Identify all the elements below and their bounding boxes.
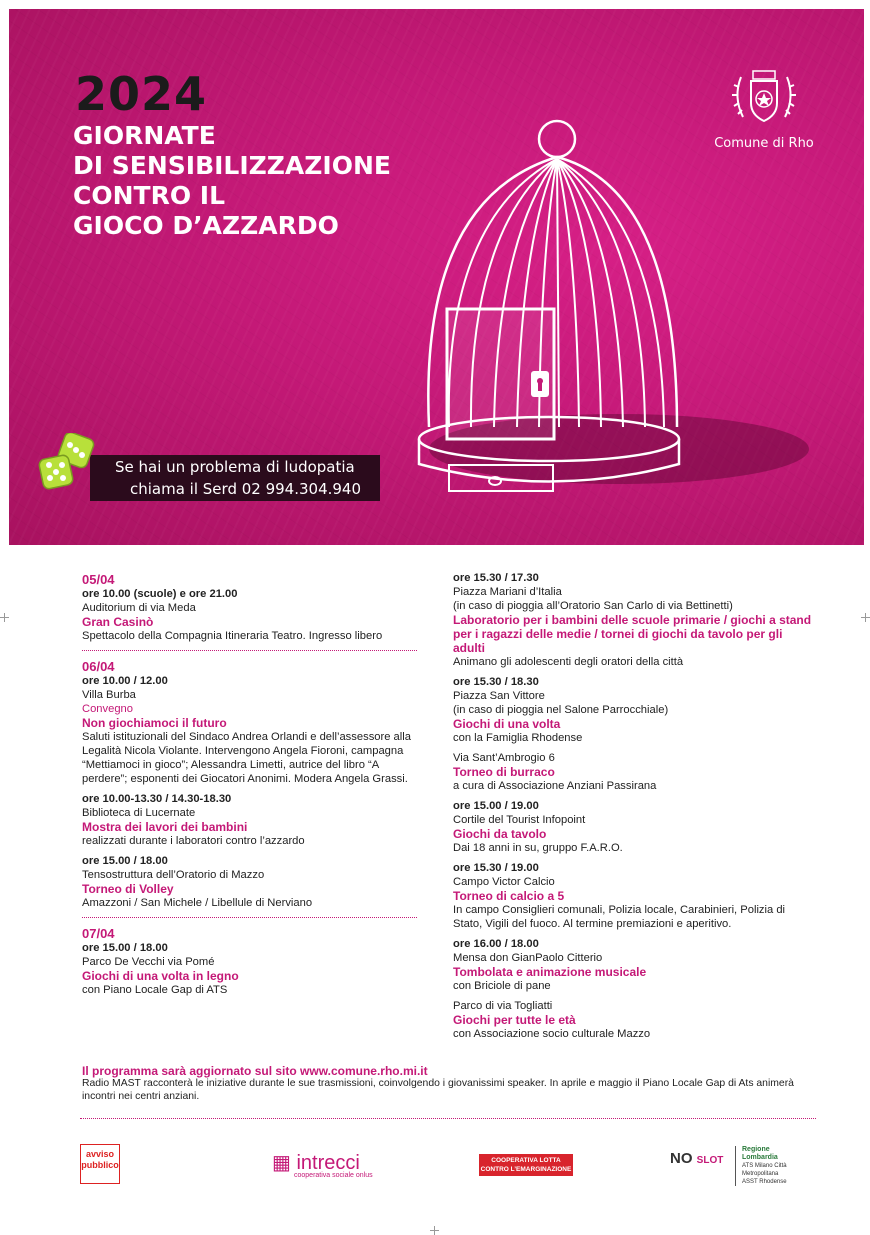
event-desc: Dai 18 anni in su, gruppo F.A.R.O. — [453, 842, 623, 854]
separator — [82, 650, 417, 651]
event-desc: realizzati durante i laboratori contro l’azzardo — [82, 835, 305, 847]
event-desc: con la Famiglia Rhodense — [453, 732, 583, 744]
separator — [82, 917, 417, 918]
event-desc: Amazzoni / San Michele / Libellule di Nerviano — [82, 897, 313, 909]
event — [453, 999, 813, 1041]
event-time: ore 15.30 / 19.00 — [453, 862, 539, 874]
help-line-1: Se hai un problema di ludopatia — [115, 458, 355, 476]
crop-mark-left — [0, 613, 9, 622]
event-title: Gran Casinò — [82, 615, 154, 629]
headline — [73, 121, 391, 241]
event-desc: In campo Consiglieri comunali, Polizia locale, Carabinieri, Polizia di Stato, Vigili del fuoco. Al termine premiazioni e aperitivo. — [453, 904, 786, 930]
asst-name: ASST Rhodense — [742, 1179, 787, 1185]
regione-name: Regione Lombardia — [742, 1146, 778, 1161]
footer-website-note: Il programma sarà aggiornato sul sito www.comune.rho.mi.it — [82, 1064, 428, 1078]
event-place: Via Sant’Ambrogio 6 — [453, 752, 555, 764]
event — [453, 571, 813, 669]
hero-banner — [9, 9, 864, 545]
footer-separator — [80, 1118, 816, 1119]
intrecci-subtitle: cooperativa sociale onlus — [294, 1172, 373, 1179]
event-title: Tombolata e animazione musicale — [453, 965, 647, 979]
event-title: Mostra dei lavori dei bambini — [82, 820, 248, 834]
event — [453, 751, 813, 793]
event-time: ore 15.00 / 18.00 — [82, 942, 168, 954]
cooperativa-lotta-logo — [479, 1154, 573, 1176]
noslot-slot: SLOT — [696, 1155, 724, 1166]
event-title: Giochi da tavolo — [453, 827, 547, 841]
intrecci-name: intrecci — [296, 1152, 360, 1174]
help-line-2: chiama il Serd 02 994.304.940 — [130, 480, 362, 498]
program-right-column — [453, 571, 813, 1047]
event — [453, 937, 813, 993]
event-title: Torneo di burraco — [453, 765, 555, 779]
event — [82, 854, 422, 910]
event — [453, 861, 813, 931]
event — [82, 674, 422, 786]
headline-line: GIORNATE — [73, 121, 216, 150]
dice-icon — [35, 433, 105, 503]
event — [82, 941, 422, 997]
event-place: Piazza San Vittore — [453, 690, 545, 702]
event-title: Giochi di una volta — [453, 717, 561, 731]
lotta-line-1: COOPERATIVA LOTTA — [491, 1157, 561, 1164]
event-desc: con Briciole di pane — [453, 980, 551, 992]
regione-lombardia-logo — [735, 1146, 802, 1186]
event-place: Mensa don GianPaolo Citterio — [453, 952, 603, 964]
event — [453, 675, 813, 745]
event-time: ore 16.00 / 18.00 — [453, 938, 539, 950]
event — [82, 792, 422, 848]
event-time: ore 10.00-13.30 / 14.30-18.30 — [82, 793, 232, 805]
sponsor-logos — [0, 1140, 870, 1190]
event-title: Torneo di calcio a 5 — [453, 889, 565, 903]
date-heading: 07/04 — [82, 926, 115, 941]
date-heading: 05/04 — [82, 572, 115, 587]
ats-name: ATS Milano Città Metropolitana — [742, 1163, 787, 1177]
event-place: Piazza Mariani d’Italia — [453, 586, 562, 598]
event-title: Non giochiamoci il futuro — [82, 716, 227, 730]
event-title: Laboratorio per i bambini delle scuole primarie / giochi a stand per i ragazzi delle medie / tornei di giochi da tavolo per gli adulti — [453, 613, 812, 655]
event — [453, 799, 813, 855]
event-place: Villa Burba — [82, 689, 136, 701]
event-kind: Convegno — [82, 703, 134, 715]
event-place: Campo Victor Calcio — [453, 876, 555, 888]
event-desc: Animano gli adolescenti degli oratori della città — [453, 656, 684, 668]
event-time: ore 15.00 / 18.00 — [82, 855, 168, 867]
noslot-no: NO — [670, 1150, 693, 1167]
event-place: Parco De Vecchi via Pomé — [82, 956, 215, 968]
event-desc: a cura di Associazione Anziani Passirana — [453, 780, 657, 792]
event-title: Giochi di una volta in legno — [82, 969, 239, 983]
intrecci-mark-icon: ▦ — [272, 1152, 297, 1174]
headline-line: CONTRO IL — [73, 181, 226, 210]
event-place: Biblioteca di Lucernate — [82, 807, 196, 819]
headline-line: GIOCO D’AZZARDO — [73, 211, 339, 240]
crop-mark-right — [861, 613, 870, 622]
event-place: Cortile del Tourist Infopoint — [453, 814, 586, 826]
avviso-pubblico-logo: avviso pubblico — [80, 1144, 120, 1184]
footer-text: Radio MAST racconterà le iniziative durante le sue trasmissioni, coinvolgendo i giovanissimi speaker. In aprile e maggio il Piano Locale Gap di Ats animerà incontri nei centri anziani. — [82, 1078, 794, 1102]
event-place-alt: (in caso di pioggia nel Salone Parrocchiale) — [453, 704, 669, 716]
program-left-column — [82, 571, 422, 1003]
lotta-line-2: CONTRO L’EMARGINAZIONE — [480, 1166, 572, 1173]
event-time: ore 15.30 / 17.30 — [453, 572, 539, 584]
date-heading: 06/04 — [82, 659, 115, 674]
headline-line: DI SENSIBILIZZAZIONE — [73, 151, 391, 180]
event-desc: Saluti istituzionali del Sindaco Andrea Orlandi e dell’assessore alla Legalità Nicola Violante. Intervengono Angela Fioroni, campagna “Mettiamoci in gioco”; Alessandra Limetti, autrice del libro “A perdere”; esponenti dei Giocatori Anonimi. Modera Angela Grassi. — [82, 731, 411, 785]
logo-label: Comune di Rho — [714, 136, 814, 151]
event-desc: con Piano Locale Gap di ATS — [82, 984, 228, 996]
event-title: Giochi per tutte le età — [453, 1013, 576, 1027]
event-place: Auditorium di via Meda — [82, 602, 196, 614]
intrecci-logo — [272, 1150, 373, 1179]
year-title: 2024 — [75, 67, 208, 121]
event-desc: Spettacolo della Compagnia Itineraria Teatro. Ingresso libero — [82, 630, 383, 642]
no-slot-logo — [670, 1150, 723, 1167]
event-place: Parco di via Togliatti — [453, 1000, 553, 1012]
event-time: ore 15.30 / 18.30 — [453, 676, 539, 688]
crop-mark-bottom — [430, 1226, 439, 1235]
birdcage-illustration — [409, 109, 829, 519]
event-time: ore 10.00 / 12.00 — [82, 675, 168, 687]
event-time: ore 15.00 / 19.00 — [453, 800, 539, 812]
event-time: ore 10.00 (scuole) e ore 21.00 — [82, 588, 238, 600]
event — [82, 587, 422, 643]
event-place-alt: (in caso di pioggia all’Oratorio San Carlo di via Bettinetti) — [453, 600, 733, 612]
event-desc: con Associazione socio culturale Mazzo — [453, 1028, 651, 1040]
event-title: Torneo di Volley — [82, 882, 174, 896]
event-place: Tensostruttura dell’Oratorio di Mazzo — [82, 869, 265, 881]
